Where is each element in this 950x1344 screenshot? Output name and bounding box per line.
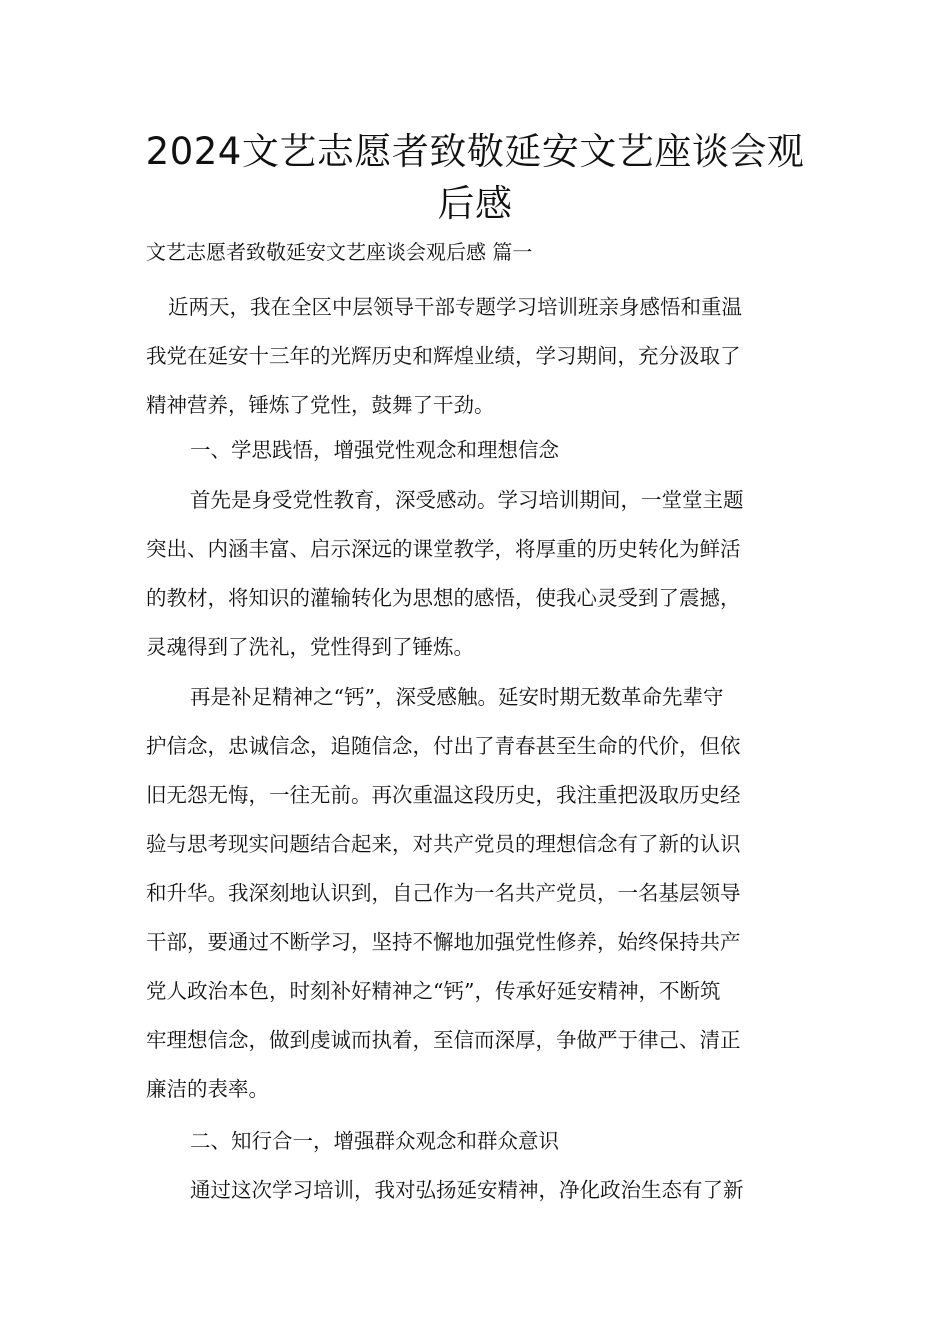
section-heading-line: 二、知行合一，增强群众观念和群众意识 (190, 1129, 559, 1153)
section-heading-line: 一、学思践悟，增强党性观念和理想信念 (190, 438, 559, 462)
paragraph-line: 干部，要通过不断学习，坚持不懈地加强党性修养，始终保持共产 (146, 930, 741, 954)
paragraph-line: 旧无怨无悔，一往无前。再次重温这段历史，我注重把汲取历史经 (146, 783, 741, 807)
section-heading-1 (146, 426, 808, 475)
paragraph-line: 廉洁的表率。 (146, 1077, 269, 1101)
paragraph-line: 我党在延安十三年的光辉历史和辉煌业绩，学习期间，充分汲取了 (146, 344, 741, 368)
paragraph-line: 再是补足精神之“钙”，深受感触。延安时期无数革命先辈守 (190, 685, 724, 709)
document-subtitle: 文艺志愿者致敬延安文艺座谈会观后感 篇一 (146, 240, 533, 264)
paragraph-line: 首先是身受党性教育，深受感动。学习培训期间，一堂堂主题 (190, 488, 744, 512)
paragraph-line: 验与思考现实问题结合起来，对共产党员的理想信念有了新的认识 (146, 832, 741, 856)
paragraph-line: 通过这次学习培训，我对弘扬延安精神，净化政治生态有了新 (190, 1178, 744, 1202)
paragraph-line: 护信念，忠诚信念，追随信念，付出了青春甚至生命的代价，但依 (146, 734, 741, 758)
paragraph-line: 牢理想信念，做到虔诚而执着，至信而深厚，争做严于律己、清正 (146, 1028, 741, 1052)
paragraph-line: 党人政治本色，时刻补好精神之“钙”，传承好延安精神，不断筑 (146, 979, 721, 1003)
document-title-line-1: 2024文艺志愿者致敬延安文艺座谈会观 (145, 130, 805, 173)
paragraph-training (146, 1166, 808, 1215)
paragraph-spiritual-calcium (146, 673, 808, 1114)
paragraph-intro (146, 283, 808, 430)
paragraph-party-education (146, 476, 808, 672)
paragraph-line: 的教材，将知识的灌输转化为思想的感悟，使我心灵受到了震撼， (146, 586, 741, 610)
section-heading-2 (146, 1117, 808, 1166)
paragraph-line: 和升华。我深刻地认识到，自己作为一名共产党员，一名基层领导 (146, 881, 741, 905)
paragraph-line: 突出、内涵丰富、启示深远的课堂教学，将厚重的历史转化为鲜活 (146, 537, 741, 561)
paragraph-line: 近两天，我在全区中层领导干部专题学习培训班亲身感悟和重温 (168, 295, 742, 319)
paragraph-line: 灵魂得到了洗礼，党性得到了锤炼。 (146, 635, 474, 659)
paragraph-line: 精神营养，锤炼了党性，鼓舞了干劲。 (146, 393, 495, 417)
document-title-line-2: 后感 (437, 182, 513, 225)
